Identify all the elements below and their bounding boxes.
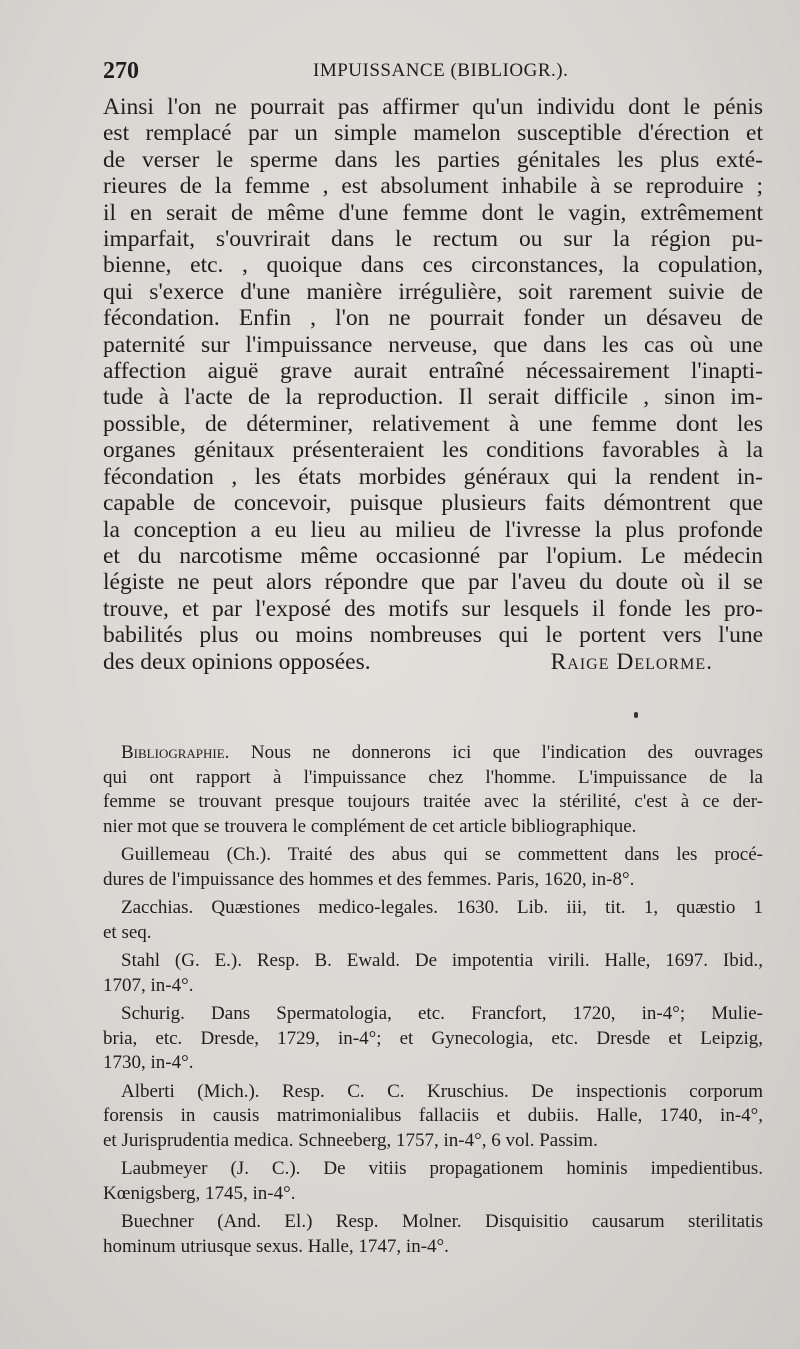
bibliography-entry: [103, 949, 763, 998]
final-line-text: des deux opinions opposées.: [103, 648, 371, 675]
text-line: légiste ne peut alors répondre que par l'aveu du doute où il se: [103, 569, 763, 596]
entry-line: 1730, in-4°.: [103, 1052, 194, 1073]
bibliography-intro-line: [103, 741, 763, 766]
text-line: babilités plus ou moins nombreuses qui le portent vers l'une: [103, 622, 763, 649]
bibliography-intro-line: nier mot que se trouvera le complément de cet article bibliographique.: [103, 815, 637, 837]
text-line: de verser le sperme dans les parties génitales les plus exté-: [103, 146, 763, 173]
entry-line: Guillemeau (Ch.). Traité des abus qui se commettent dans les procé-: [121, 844, 763, 865]
text-line: rieures de la femme , est absolument inhabile à se reproduire ;: [103, 173, 763, 200]
bibliography-entry: [103, 843, 763, 892]
ink-mark: [634, 712, 638, 718]
running-head: [103, 58, 763, 88]
text-line: organes génitaux présenteraient les conditions favorables à la: [103, 437, 763, 464]
running-title: IMPUISSANCE (BIBLIOGR.).: [313, 60, 569, 81]
bibliography-label: Bibliographie.: [121, 742, 230, 763]
bibliography-entry: [103, 1157, 763, 1206]
page-number: 270: [103, 58, 139, 84]
text-line: Ainsi l'on ne pourrait pas affirmer qu'un individu dont le pénis: [103, 94, 763, 120]
text-line: bienne, etc. , quoique dans ces circonstances, la copulation,: [103, 252, 763, 279]
text-line: affection aiguë grave aurait entraîné nécessairement l'inapti-: [103, 358, 763, 385]
entry-line: Schurig. Dans Spermatologia, etc. Francfort, 1720, in-4°; Mulie-: [121, 1003, 763, 1024]
entry-line: Stahl (G. E.). Resp. B. Ewald. De impotentia virili. Halle, 1697. Ibid.,: [121, 950, 763, 971]
text-line: qui s'exerce d'une manière irrégulière, soit rarement suivie de: [103, 278, 763, 305]
entry-line: et Jurisprudentia medica. Schneeberg, 1757, in-4°, 6 vol. Passim.: [103, 1129, 598, 1151]
text-line: trouve, et par l'exposé des motifs sur lesquels il fonde les pro-: [103, 595, 763, 622]
text-line: fécondation. Enfin , l'on ne pourrait fonder un désaveu de: [103, 305, 763, 332]
entry-line: Laubmeyer (J. C.). De vitiis propagationem hominis impedientibus.: [121, 1158, 763, 1179]
text-line: capable de concevoir, puisque plusieurs faits démontrent que: [103, 490, 763, 517]
text-line: fécondation , les états morbides généraux qui la rendent in-: [103, 463, 763, 490]
bibliography-entry: [103, 1080, 763, 1154]
text-line: imparfait, s'ouvrirait dans le rectum ou sur la région pu-: [103, 226, 763, 253]
entry-line: Zacchias. Quæstiones medico-legales. 1630. Lib. iii, tit. 1, quæstio 1: [121, 897, 763, 918]
text-line: et du narcotisme même occasionné par l'opium. Le médecin: [103, 542, 763, 569]
text-line: paternité sur l'impuissance nerveuse, que dans les cas où une: [103, 331, 763, 358]
bibliography-intro-text: Nous ne donnerons ici que l'indication des ouvrages: [250, 742, 763, 763]
entry-line: dures de l'impuissance des hommes et des femmes. Paris, 1620, in-8°.: [103, 868, 635, 890]
entry-line: et seq.: [103, 921, 152, 943]
entry-line: forensis in causis matrimonialibus fallaciis et dubiis. Halle, 1740, in-4°,: [103, 1105, 763, 1126]
author-signature: Raige Delorme.: [550, 648, 713, 675]
entry-line: bria, etc. Dresde, 1729, in-4°; et Gynecologia, etc. Dresde et Leipzig,: [103, 1027, 763, 1049]
entry-line: Alberti (Mich.). Resp. C. C. Kruschius. De inspectionis corporum: [121, 1080, 763, 1102]
entry-line: Kœnigsberg, 1745, in-4°.: [103, 1182, 296, 1204]
text-line: il en serait de même d'une femme dont le vagin, extrêmement: [103, 199, 763, 226]
final-line: [103, 649, 763, 675]
entry-line: hominum utriusque sexus. Halle, 1747, in-4°.: [103, 1235, 449, 1257]
bibliography-entry: [103, 896, 763, 945]
entry-line: 1707, in-4°.: [103, 974, 194, 996]
text-line: est remplacé par un simple mamelon susceptible d'érection et: [103, 120, 763, 147]
text-line: la conception a eu lieu au milieu de l'ivresse la plus profonde: [103, 516, 763, 543]
bibliography-intro-line: femme se trouvant presque toujours traitée avec la stérilité, c'est à ce der-: [103, 791, 763, 812]
bibliography-entry: [103, 1210, 763, 1259]
bibliography-entry: [103, 1002, 763, 1076]
text-line: tude à l'acte de la reproduction. Il serait difficile , sinon im-: [103, 384, 763, 411]
bibliography-intro-line: qui ont rapport à l'impuissance chez l'homme. L'impuissance de la: [103, 766, 763, 788]
text-line: possible, de déterminer, relativement à une femme dont les: [103, 410, 763, 437]
entry-line: Buechner (And. El.) Resp. Molner. Disquisitio causarum sterilitatis: [121, 1211, 763, 1232]
main-paragraph: [103, 94, 763, 675]
bibliography-section: [103, 741, 763, 1259]
